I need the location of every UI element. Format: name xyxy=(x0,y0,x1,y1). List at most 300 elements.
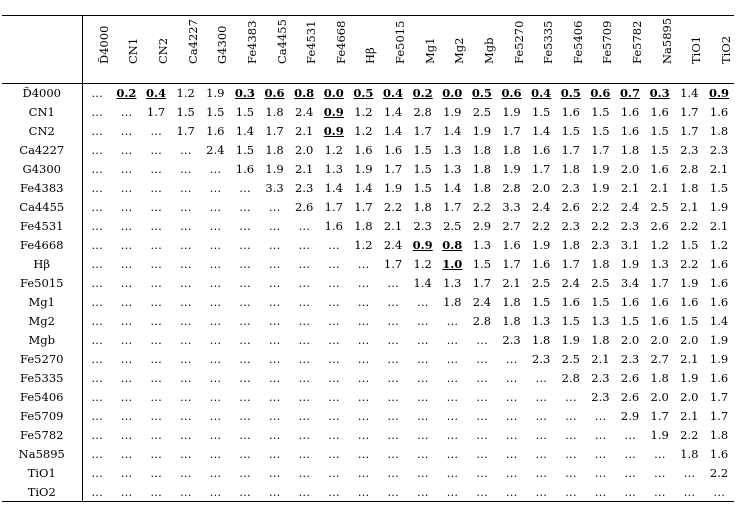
column-header xyxy=(675,16,705,84)
row-header: Fe5335 xyxy=(2,369,82,388)
table-cell: … xyxy=(209,371,222,385)
row-header: Fe5270 xyxy=(2,350,82,369)
table-cell: … xyxy=(416,352,429,366)
table-cell: 1.6 xyxy=(532,257,551,271)
table-cell: 1.8 xyxy=(502,143,521,157)
column-header-wrap xyxy=(675,16,705,83)
table-row xyxy=(2,217,734,236)
table-cell: 0.8 xyxy=(442,238,463,252)
table-cell: 2.5 xyxy=(650,200,669,214)
column-header-label: Na5895 xyxy=(659,17,674,64)
table-cell: … xyxy=(150,314,162,328)
table-cell: … xyxy=(150,428,162,442)
table-cell: … xyxy=(505,409,518,423)
table-cell: … xyxy=(209,162,222,176)
row-header: Fe4383 xyxy=(2,179,82,198)
table-cell: … xyxy=(91,333,103,347)
table-cell: … xyxy=(357,257,370,271)
table-cell: … xyxy=(120,276,133,290)
table-cell: … xyxy=(239,409,251,423)
table-cell: … xyxy=(150,333,162,347)
table-cell: 1.8 xyxy=(620,143,640,157)
table-cell: … xyxy=(565,428,577,442)
table-cell: … xyxy=(298,409,310,423)
table-cell: … xyxy=(387,428,399,442)
table-body xyxy=(2,84,734,502)
table-cell: 1.9 xyxy=(709,333,729,347)
table-cell: … xyxy=(653,466,666,480)
table-cell: 1.9 xyxy=(680,276,699,290)
table-cell: … xyxy=(150,447,162,461)
table-cell: 1.6 xyxy=(620,105,640,119)
table-cell: … xyxy=(179,333,192,347)
table-cell: 1.4 xyxy=(235,124,255,138)
table-cell: 1.6 xyxy=(680,295,699,309)
table-cell: … xyxy=(268,409,281,423)
table-cell: … xyxy=(268,295,281,309)
table-cell: 2.8 xyxy=(413,105,432,119)
table-cell: … xyxy=(120,124,133,138)
row-header: Fe4531 xyxy=(2,217,82,236)
table-cell: 1.8 xyxy=(265,143,284,157)
table-cell: … xyxy=(416,447,429,461)
table-cell: … xyxy=(209,390,222,404)
table-cell: … xyxy=(239,390,251,404)
table-cell: 0.4 xyxy=(146,86,167,101)
table-cell: … xyxy=(328,371,340,385)
table-cell: 2.4 xyxy=(383,238,403,252)
table-cell: … xyxy=(387,390,399,404)
table-cell: … xyxy=(179,143,192,157)
table-cell: … xyxy=(416,428,429,442)
table-cell: 1.2 xyxy=(354,124,373,138)
table-cell: … xyxy=(209,484,222,499)
table-cell: 1.7 xyxy=(265,124,284,138)
table-cell: … xyxy=(535,409,547,423)
column-header xyxy=(615,16,645,84)
table-cell: … xyxy=(179,352,192,366)
table-cell: … xyxy=(268,257,281,271)
table-row xyxy=(2,388,734,407)
table-cell: … xyxy=(387,409,399,423)
corner-cell xyxy=(2,16,82,84)
table-cell: … xyxy=(713,484,725,499)
table-cell: … xyxy=(268,466,281,480)
table-cell: … xyxy=(179,238,192,252)
table-cell: … xyxy=(624,447,636,461)
table-cell: … xyxy=(91,181,103,195)
table-cell: 2.5 xyxy=(443,219,462,233)
table-cell: 2.7 xyxy=(650,352,669,366)
table-cell: … xyxy=(298,371,310,385)
table-cell: 2.4 xyxy=(620,200,640,214)
table-cell: … xyxy=(150,276,162,290)
table-row xyxy=(2,426,734,445)
table-cell: … xyxy=(357,409,370,423)
table-cell: 1.9 xyxy=(502,162,521,176)
table-cell: 0.6 xyxy=(501,86,522,101)
table-cell: … xyxy=(179,314,192,328)
table-cell: … xyxy=(328,428,340,442)
table-cell: 1.9 xyxy=(443,105,462,119)
table-cell: … xyxy=(357,276,370,290)
table-cell: 2.1 xyxy=(680,409,699,423)
table-cell: … xyxy=(209,257,222,271)
table-cell: … xyxy=(239,447,251,461)
column-header-label: Fe4531 xyxy=(304,20,319,64)
table-cell: … xyxy=(209,219,222,233)
column-header xyxy=(112,16,142,84)
table-cell: 0.4 xyxy=(531,86,552,101)
table-cell: … xyxy=(328,314,340,328)
table-cell: … xyxy=(239,333,251,347)
table-cell: 3.3 xyxy=(502,200,521,214)
table-cell: 2.3 xyxy=(620,352,640,366)
table-cell: … xyxy=(476,371,488,385)
table-cell: … xyxy=(328,352,340,366)
table-cell: 1.5 xyxy=(176,105,195,119)
table-cell: 1.7 xyxy=(176,124,195,138)
table-cell: 2.0 xyxy=(620,162,640,176)
table-cell: 1.8 xyxy=(472,181,492,195)
row-header: Fe5782 xyxy=(2,426,82,445)
table-cell: … xyxy=(446,428,459,442)
table-row xyxy=(2,312,734,331)
column-header xyxy=(408,16,438,84)
table-cell: … xyxy=(91,466,103,480)
table-row xyxy=(2,198,734,217)
table-cell: 1.8 xyxy=(532,333,551,347)
table-cell: 2.3 xyxy=(591,390,610,404)
table-cell: … xyxy=(268,276,281,290)
table-cell: … xyxy=(476,333,488,347)
column-header-label: TiO2 xyxy=(719,35,734,64)
table-cell: … xyxy=(357,447,370,461)
table-row xyxy=(2,350,734,369)
column-header xyxy=(526,16,556,84)
column-header xyxy=(556,16,586,84)
table-cell: 1.4 xyxy=(383,105,403,119)
table-cell: … xyxy=(91,484,103,499)
table-cell: 1.9 xyxy=(265,162,284,176)
table-cell: … xyxy=(120,409,133,423)
table-cell: 1.9 xyxy=(206,86,225,101)
row-header: Fe5015 xyxy=(2,274,82,293)
table-cell: 1.7 xyxy=(413,124,432,138)
column-header-wrap xyxy=(349,16,379,83)
table-cell: … xyxy=(298,314,310,328)
table-cell: … xyxy=(239,219,251,233)
table-cell: 1.8 xyxy=(561,162,580,176)
table-cell: 0.2 xyxy=(412,86,433,101)
row-header: D̃4000 xyxy=(2,84,82,103)
column-header-wrap xyxy=(83,16,112,83)
column-header xyxy=(349,16,379,84)
table-cell: … xyxy=(268,200,281,214)
table-cell: 2.3 xyxy=(591,238,610,252)
table-cell: 0.5 xyxy=(560,86,581,101)
table-cell: … xyxy=(209,466,222,480)
table-cell: 1.8 xyxy=(650,371,669,385)
table-cell: 1.5 xyxy=(561,314,580,328)
table-cell: … xyxy=(179,257,192,271)
table-cell: 1.7 xyxy=(591,143,610,157)
table-cell: 2.6 xyxy=(650,219,669,233)
table-cell: 1.5 xyxy=(235,105,255,119)
column-header-wrap xyxy=(438,16,468,83)
column-header-wrap xyxy=(556,16,586,83)
row-header: Hβ xyxy=(2,255,82,274)
table-cell: 1.7 xyxy=(324,200,343,214)
table-cell: … xyxy=(150,352,162,366)
table-cell: 0.7 xyxy=(620,86,641,101)
table-cell: … xyxy=(150,219,162,233)
table-cell: 1.9 xyxy=(709,200,729,214)
table-cell: 0.6 xyxy=(264,86,285,101)
column-header xyxy=(586,16,616,84)
table-cell: 1.4 xyxy=(354,181,373,195)
table-cell: … xyxy=(209,428,222,442)
table-cell: … xyxy=(298,257,310,271)
table-cell: 1.5 xyxy=(650,124,669,138)
table-cell: … xyxy=(565,484,577,499)
table-cell: 1.7 xyxy=(502,257,521,271)
table-cell: 2.1 xyxy=(709,162,729,176)
column-header-wrap xyxy=(615,16,645,83)
column-header xyxy=(171,16,201,84)
table-row xyxy=(2,179,734,198)
table-cell: 2.1 xyxy=(295,124,314,138)
row-header: Mg2 xyxy=(2,312,82,331)
table-cell: 2.6 xyxy=(561,200,580,214)
table-cell: 1.7 xyxy=(502,124,521,138)
table-cell: 2.2 xyxy=(532,219,551,233)
table-cell: … xyxy=(209,314,222,328)
table-cell: 1.4 xyxy=(680,86,699,101)
column-header-label: Mg1 xyxy=(422,37,437,64)
table-cell: 0.9 xyxy=(323,124,344,138)
table-cell: 2.8 xyxy=(472,314,492,328)
table-cell: … xyxy=(535,390,547,404)
table-cell: 1.5 xyxy=(620,314,640,328)
table-cell: … xyxy=(268,390,281,404)
table-cell: 1.7 xyxy=(383,257,403,271)
table-cell: 1.2 xyxy=(709,238,729,252)
table-cell: … xyxy=(328,447,340,461)
table-cell: 1.7 xyxy=(472,276,492,290)
table-cell: … xyxy=(179,219,192,233)
table-cell: 1.7 xyxy=(561,143,580,157)
table-cell: … xyxy=(535,484,547,499)
table-cell: … xyxy=(179,371,192,385)
table-cell: 2.9 xyxy=(620,409,640,423)
table-cell: 2.2 xyxy=(709,466,729,480)
table-cell: … xyxy=(150,295,162,309)
column-header xyxy=(645,16,675,84)
table-cell: … xyxy=(446,314,459,328)
table-cell: … xyxy=(387,466,399,480)
table-cell: … xyxy=(298,219,310,233)
table-cell: … xyxy=(91,428,103,442)
table-cell: … xyxy=(535,466,547,480)
table-cell: … xyxy=(594,409,607,423)
column-header-wrap xyxy=(586,16,616,83)
table-cell: … xyxy=(357,314,370,328)
table-cell: 1.6 xyxy=(561,295,580,309)
table-cell: … xyxy=(91,105,103,119)
table-cell: … xyxy=(476,447,488,461)
table-cell: … xyxy=(239,181,251,195)
table-cell: … xyxy=(179,390,192,404)
table-cell: … xyxy=(91,390,103,404)
table-cell: … xyxy=(476,466,488,480)
table-cell: 1.7 xyxy=(354,200,373,214)
table-cell: 2.6 xyxy=(295,200,314,214)
table-cell: … xyxy=(476,428,488,442)
table-cell: … xyxy=(120,200,133,214)
table-cell: … xyxy=(120,333,133,347)
table-cell: 2.3 xyxy=(502,333,521,347)
table-cell: … xyxy=(209,181,222,195)
table-cell: … xyxy=(505,352,518,366)
column-header-label: Fe4668 xyxy=(333,20,348,64)
row-header: Fe5709 xyxy=(2,407,82,426)
table-cell: … xyxy=(150,409,162,423)
table-cell: … xyxy=(91,257,103,271)
table-cell: … xyxy=(298,447,310,461)
table-cell: 2.3 xyxy=(561,181,580,195)
table-cell: … xyxy=(624,484,636,499)
table-row xyxy=(2,369,734,388)
table-cell: … xyxy=(416,484,429,499)
table-cell: 1.2 xyxy=(354,105,373,119)
table-cell: 2.3 xyxy=(680,143,699,157)
table-cell: … xyxy=(387,276,399,290)
column-header-label: D̃4000 xyxy=(97,25,112,64)
table-cell: … xyxy=(179,200,192,214)
column-header-wrap xyxy=(201,16,231,83)
table-cell: … xyxy=(624,466,636,480)
table-cell: 1.8 xyxy=(561,238,580,252)
column-header-wrap xyxy=(645,16,675,83)
table-cell: 0.8 xyxy=(294,86,315,101)
table-cell: 2.5 xyxy=(472,105,492,119)
row-header: CN2 xyxy=(2,122,82,141)
table-cell: 1.6 xyxy=(709,447,729,461)
table-cell: 1.5 xyxy=(413,181,432,195)
table-cell: 1.4 xyxy=(324,181,343,195)
table-cell: 1.7 xyxy=(443,200,462,214)
table-cell: … xyxy=(91,124,103,138)
table-cell: … xyxy=(328,409,340,423)
table-cell: … xyxy=(446,484,459,499)
table-cell: … xyxy=(150,390,162,404)
table-cell: 1.5 xyxy=(591,105,610,119)
table-cell: … xyxy=(683,466,696,480)
table-cell: 1.8 xyxy=(265,105,284,119)
table-cell: … xyxy=(150,162,162,176)
column-header-label: TiO1 xyxy=(689,35,704,64)
row-header: Na5895 xyxy=(2,445,82,464)
table-cell: … xyxy=(387,484,399,499)
table-cell: … xyxy=(416,333,429,347)
table-cell: 1.7 xyxy=(650,276,669,290)
table-cell: … xyxy=(416,466,429,480)
table-cell: 2.8 xyxy=(561,371,580,385)
column-header-label: CN1 xyxy=(126,37,141,64)
table-cell: … xyxy=(565,409,577,423)
table-cell: 2.5 xyxy=(532,276,551,290)
table-cell: … xyxy=(239,371,251,385)
row-header: CN1 xyxy=(2,103,82,122)
table-cell: … xyxy=(179,447,192,461)
column-header-label: Fe5709 xyxy=(600,20,615,64)
row-header: Ca4227 xyxy=(2,141,82,160)
column-header-label: Mg2 xyxy=(452,37,467,64)
table-cell: 2.9 xyxy=(472,219,492,233)
table-cell: … xyxy=(91,276,103,290)
table-row xyxy=(2,293,734,312)
table-cell: 1.4 xyxy=(413,276,432,290)
column-header xyxy=(378,16,408,84)
table-cell: … xyxy=(535,371,547,385)
table-cell: … xyxy=(239,352,251,366)
table-cell: … xyxy=(209,447,222,461)
column-header-wrap xyxy=(260,16,290,83)
table-cell: … xyxy=(268,428,281,442)
column-header-label: Fe5270 xyxy=(511,20,526,64)
table-cell: … xyxy=(91,295,103,309)
table-cell: 1.3 xyxy=(532,314,551,328)
table-cell: 1.5 xyxy=(413,162,432,176)
table-cell: 1.6 xyxy=(620,295,640,309)
table-cell: 1.6 xyxy=(235,162,255,176)
table-cell: … xyxy=(179,162,192,176)
table-cell: 1.7 xyxy=(709,390,729,404)
table-cell: 2.4 xyxy=(532,200,551,214)
table-cell: … xyxy=(209,295,222,309)
table-cell: 1.8 xyxy=(680,181,699,195)
table-cell: … xyxy=(120,219,133,233)
table-cell: … xyxy=(387,333,399,347)
table-cell: 2.4 xyxy=(561,276,580,290)
table-cell: 1.8 xyxy=(591,257,610,271)
table-cell: … xyxy=(298,352,310,366)
column-header-wrap xyxy=(378,16,408,83)
column-header-label: CN2 xyxy=(156,37,171,64)
table-cell: … xyxy=(209,333,222,347)
table-cell: … xyxy=(120,295,133,309)
table-cell: 1.3 xyxy=(443,276,462,290)
column-header-wrap xyxy=(526,16,556,83)
table-row xyxy=(2,331,734,350)
table-cell: 1.5 xyxy=(413,143,432,157)
table-cell: … xyxy=(387,447,399,461)
table-cell: 2.1 xyxy=(650,181,669,195)
table-cell: … xyxy=(120,181,133,195)
table-cell: 1.6 xyxy=(650,314,669,328)
table-cell: 1.4 xyxy=(443,181,462,195)
table-cell: … xyxy=(239,238,251,252)
table-cell: … xyxy=(416,390,429,404)
table-cell: 1.9 xyxy=(591,181,610,195)
table-cell: … xyxy=(357,390,370,404)
table-row xyxy=(2,407,734,426)
table-cell: … xyxy=(239,314,251,328)
column-header-label: G4300 xyxy=(215,25,230,64)
table-cell: 1.6 xyxy=(709,105,729,119)
table-cell: 1.3 xyxy=(650,257,669,271)
